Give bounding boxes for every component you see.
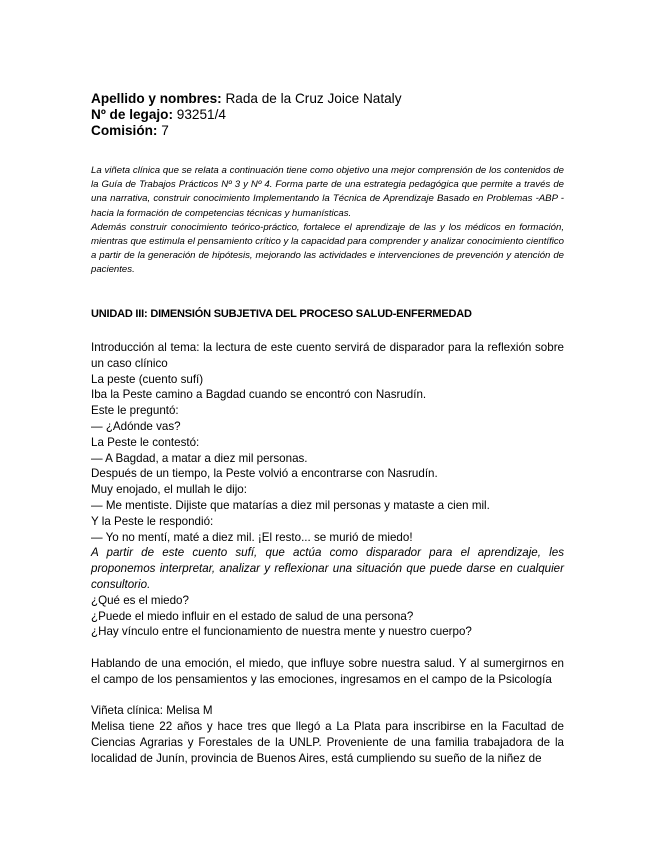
reflection-paragraph: A partir de este cuento sufí, que actúa como disparador para el aprendizaje, les proponemos interpretar, analizar y reflexionar una situación que puede darse en cualquier consultorio.: [91, 546, 564, 591]
name-label: Apellido y nombres:: [91, 91, 222, 106]
name-line: [91, 91, 402, 107]
body-text: [91, 340, 564, 767]
intro-line: Introducción al tema: la lectura de este cuento servirá de disparador para la reflexión sobre un caso clínico: [91, 341, 564, 370]
comision-line: [91, 123, 402, 139]
story-line: — Me mentiste. Dijiste que matarías a diez mil personas y mataste a cien mil.: [91, 498, 490, 512]
unit-title: UNIDAD III: DIMENSIÓN SUBJETIVA DEL PROCESO SALUD-ENFERMEDAD: [91, 308, 472, 320]
vignette-paragraph: Melisa tiene 22 años y hace tres que llegó a La Plata para inscribirse en la Facultad de Ciencias Agrarias y Forestales de la UNLP. Proveniente de una familia trabajadora de la localidad de Junín, provincia de Buenos Aires, está cumpliendo su sueño de la niñez de: [91, 720, 564, 765]
story-line: Después de un tiempo, la Peste volvió a encontrarse con Nasrudín.: [91, 467, 438, 481]
vignette-title: Viñeta clínica: Melisa M: [91, 704, 213, 718]
story-title: La peste (cuento sufí): [91, 372, 204, 386]
intro-paragraph-1: La viñeta clínica que se relata a continuación tiene como objetivo una mejor comprensión de los contenidos de la Guía de Trabajos Prácticos Nº 3 y Nº 4. Forma parte de una estrategia pedagógica que permite a través de una narrativa, construir conocimiento Implementando la Técnica de Aprendizaje Basado en Problemas -ABP - hacia la formación de competencias técnicas y humanísticas.: [91, 165, 564, 219]
comision-value: 7: [161, 123, 169, 138]
legajo-label: Nº de legajo:: [91, 107, 174, 122]
legajo-value: 93251/4: [176, 107, 226, 122]
story-line: Muy enojado, el mullah le dijo:: [91, 483, 247, 497]
story-line: Y la Peste le respondió:: [91, 514, 214, 528]
story-line: Iba la Peste camino a Bagdad cuando se encontró con Nasrudín.: [91, 388, 427, 402]
intro-paragraph-2: Además construir conocimiento teórico-práctico, fortalece el aprendizaje de las y los médicos en formación, mientras que estimula el pensamiento crítico y la capacidad para comprender y analizar conocimiento científico a partir de la generación de hipótesis, mejorando las actividades e intervenciones de prevención y atención de pacientes.: [91, 221, 564, 276]
story-line: Este le preguntó:: [91, 404, 179, 418]
legajo-line: [91, 107, 402, 123]
story-line: — A Bagdad, a matar a diez mil personas.: [91, 451, 308, 465]
story-line: — Yo no mentí, maté a diez mil. ¡El resto... se murió de miedo!: [91, 530, 413, 544]
story-line: — ¿Adónde vas?: [91, 419, 181, 433]
name-value: Rada de la Cruz Joice Nataly: [225, 91, 402, 106]
story-line: La Peste le contestó:: [91, 435, 200, 449]
intro-text: [91, 164, 564, 278]
psychology-paragraph: Hablando de una emoción, el miedo, que influye sobre nuestra salud. Y al sumergirnos en el campo de los pensamientos y las emociones, ingresamos en el campo de la Psicología: [91, 656, 564, 686]
question-line: ¿Hay vínculo entre el funcionamiento de nuestra mente y nuestro cuerpo?: [91, 625, 472, 639]
student-header: [91, 91, 402, 139]
comision-label: Comisión:: [91, 123, 158, 138]
question-line: ¿Qué es el miedo?: [91, 593, 189, 607]
question-line: ¿Puede el miedo influir en el estado de salud de una persona?: [91, 609, 414, 623]
